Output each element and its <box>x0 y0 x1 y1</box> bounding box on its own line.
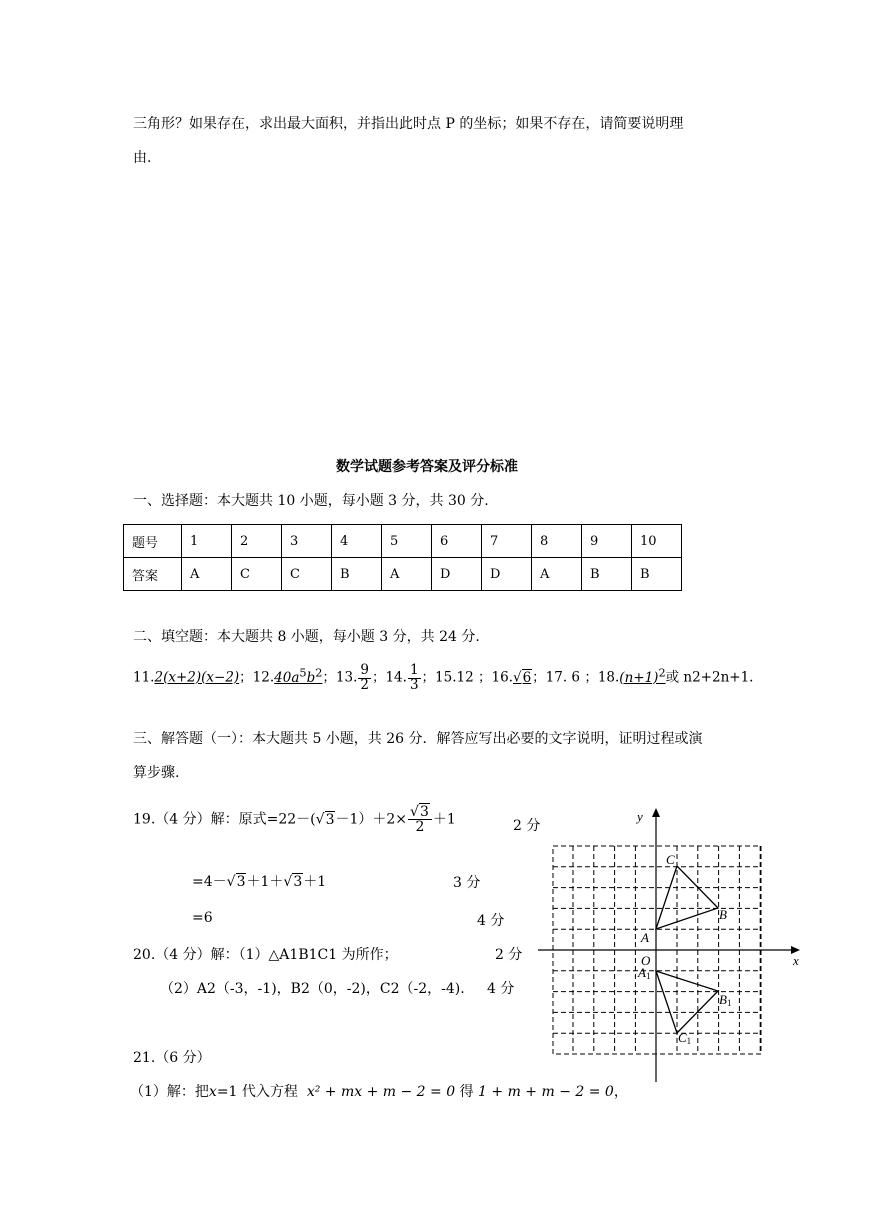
table-cell: 4 <box>332 525 382 558</box>
triangle-abc <box>656 866 718 929</box>
table-cell: D <box>482 558 532 591</box>
table-cell: 5 <box>382 525 432 558</box>
answer-table <box>123 524 682 591</box>
q11-label: 11. <box>133 669 155 686</box>
q20-line-2: （2）A2（-3，-1)，B2（0，-2)，C2（-2，-4). <box>160 981 465 997</box>
point-a1-label: A1 <box>638 965 651 981</box>
section-3-line-1: 三、解答题（一）：本大题共 5 小题，共 26 分．解答应写出必要的文字说明，证明过程或演 <box>133 731 703 747</box>
q20-line-1: 20.（4 分）解：（1）△A1B1C1 为所作； <box>133 947 398 963</box>
table-cell: A <box>532 558 582 591</box>
table-cell: C <box>282 558 332 591</box>
table-cell: 8 <box>532 525 582 558</box>
table-cell: 7 <box>482 525 532 558</box>
coordinate-grid-figure <box>530 800 810 1090</box>
q19-line-1: 19.（4 分）解：原式=22－(√3－1）＋2× $\frac{√3}{2}$ ＋1 <box>133 804 456 835</box>
triangle-a1b1c1 <box>656 971 718 1033</box>
table-cell: B <box>632 558 682 591</box>
table-cell: 2 <box>232 525 282 558</box>
table-cell: B <box>582 558 632 591</box>
q19-score-2: 3 分 <box>453 875 481 891</box>
table-cell: 9 <box>582 525 632 558</box>
q19-score-3: 4 分 <box>477 913 505 929</box>
y-axis-label: y <box>637 809 643 824</box>
q14-fraction: $\frac{1}{3}$ <box>409 662 419 693</box>
q21-equation-1: x² + mx + m − 2 = 0 <box>306 1084 456 1100</box>
table-cell: 1 <box>182 525 232 558</box>
table-cell: 题号 <box>124 525 182 558</box>
q11-answer: 2(x+2)(x−2) <box>154 669 240 686</box>
point-b1-label: B1 <box>719 992 732 1008</box>
axes <box>538 810 798 1082</box>
table-cell: 6 <box>432 525 482 558</box>
point-b-label: B <box>719 907 727 922</box>
x-axis-label: x <box>793 953 799 968</box>
point-a-label: A <box>641 930 649 945</box>
section-1-heading: 一、选择题：本大题共 10 小题，每小题 3 分，共 30 分. <box>133 493 489 509</box>
q20-score-2: 4 分 <box>487 981 515 997</box>
table-cell: C <box>232 558 282 591</box>
q18-tail: 或 n2+2n+1. <box>665 669 754 686</box>
table-cell: 10 <box>632 525 682 558</box>
table-cell: B <box>332 558 382 591</box>
intro-line-2: 由. <box>133 150 152 166</box>
q19-line-2: =4－√3＋1＋√3＋1 <box>192 874 327 890</box>
q12-answer: $40a^5b^2$ <box>274 666 323 686</box>
table-cell: D <box>432 558 482 591</box>
q15-q16-text: ；15.12 ；16. <box>421 669 513 686</box>
table-cell: A <box>382 558 432 591</box>
table-row-numbers <box>124 525 682 558</box>
point-c-label: C <box>666 852 675 867</box>
table-cell: A <box>182 558 232 591</box>
table-cell: 3 <box>282 525 332 558</box>
q14-label: ；14. <box>371 669 407 686</box>
q13-fraction: $\frac{9}{2}$ <box>360 662 369 693</box>
q13-label: ；13. <box>322 669 358 686</box>
q21-equation-2: 1 + m + m − 2 = 0 <box>478 1084 614 1100</box>
q21-line-1: （1）解：把x=1 代入方程 x² + mx + m − 2 = 0 得 1 + m + m − 2 = 0， <box>130 1084 628 1100</box>
section-2-heading: 二、填空题：本大题共 8 小题，每小题 3 分，共 24 分. <box>133 629 480 645</box>
page-title: 数学试题参考答案及评分标准 <box>336 459 518 475</box>
q18-answer: $(n+1)^2$ <box>619 666 666 686</box>
q21-heading: 21.（6 分） <box>133 1050 211 1066</box>
q12-label: ；12. <box>239 669 275 686</box>
intro-line-1: 三角形？如果存在，求出最大面积，并指出此时点 P 的坐标；如果不存在，请简要说明理 <box>133 116 684 132</box>
q19-line-3: =6 <box>192 910 213 926</box>
section-3-line-2: 算步骤. <box>133 765 180 781</box>
table-row-answers <box>124 558 682 591</box>
q16-answer: √6 <box>512 669 532 686</box>
q20-score-1: 2 分 <box>495 947 523 963</box>
point-c1-label: C1 <box>678 1030 692 1046</box>
q17-text: ；17. 6 ；18. <box>532 669 620 686</box>
table-cell: 答案 <box>124 558 182 591</box>
y-axis-arrow <box>652 808 660 817</box>
fill-in-answers <box>133 664 753 692</box>
q19-fraction: $\frac{√3}{2}$ <box>408 805 432 834</box>
q19-score-1: 2 分 <box>513 818 541 834</box>
origin-label: O <box>641 953 651 968</box>
